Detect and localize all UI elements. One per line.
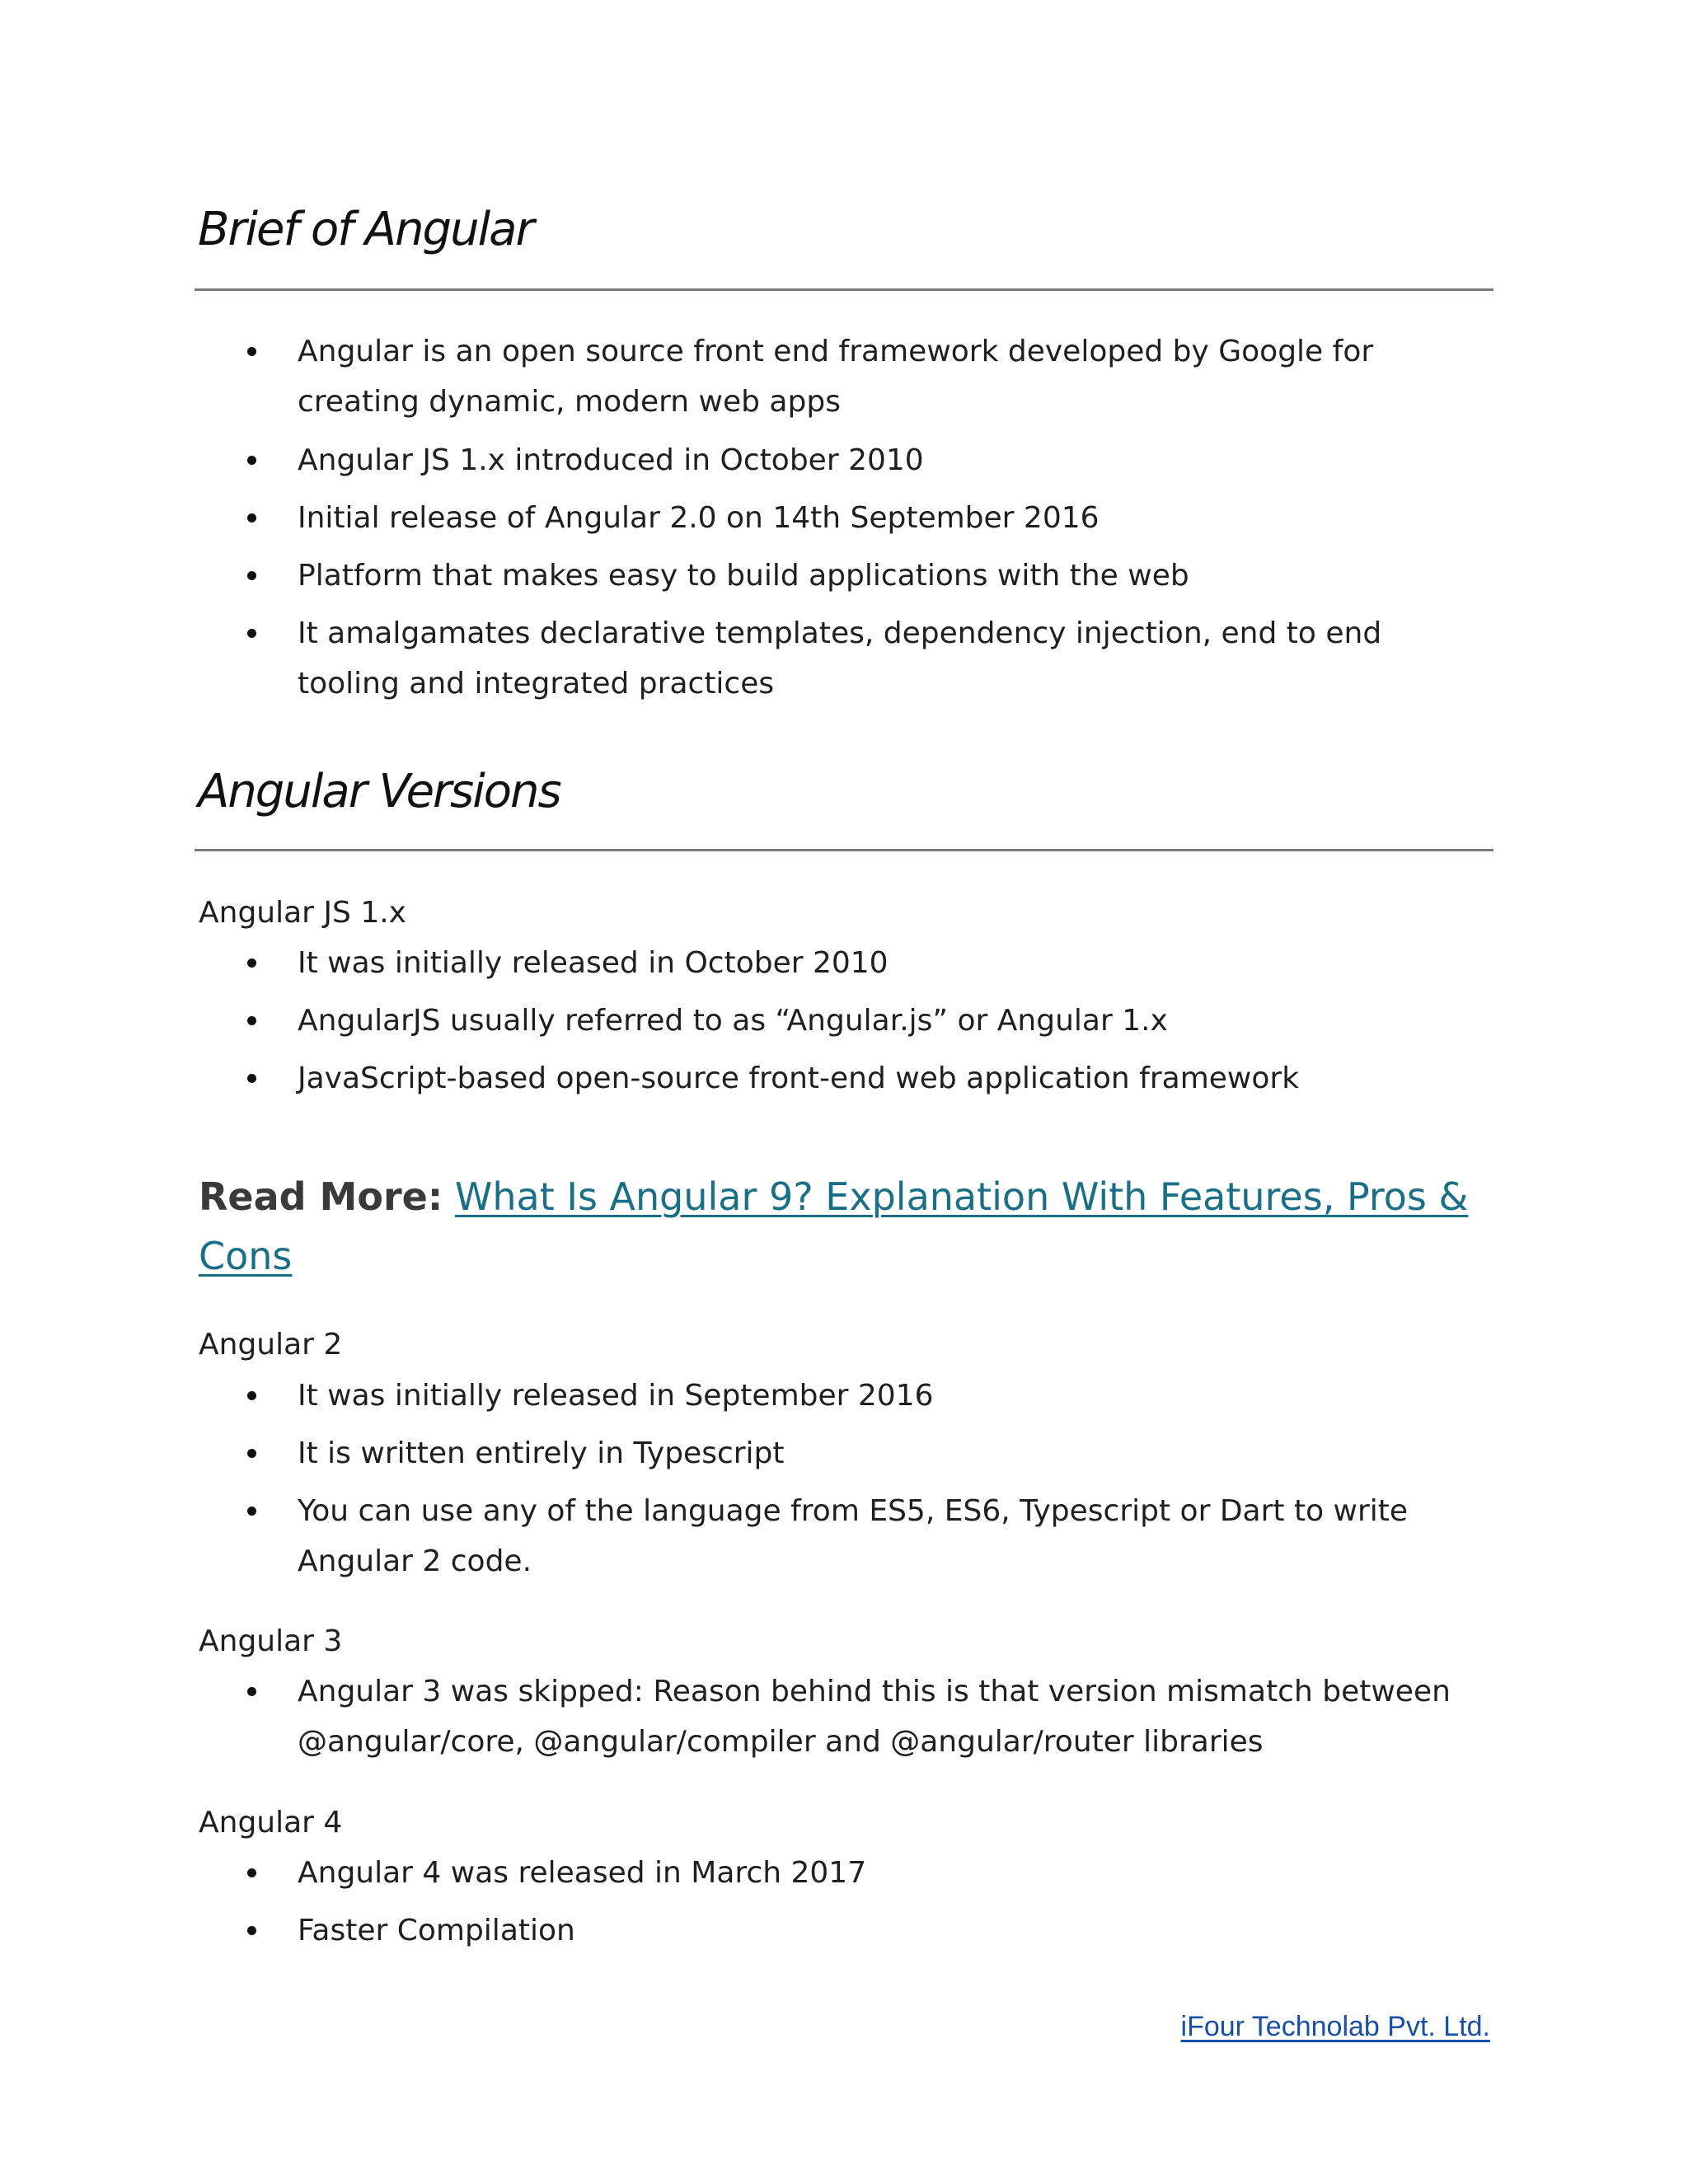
list-item: Initial release of Angular 2.0 on 14th September 2016	[0, 493, 1484, 543]
heading-rule	[195, 288, 1493, 291]
read-more-label: Read More:	[199, 1174, 443, 1219]
list-item: It is written entirely in Typescript	[0, 1428, 1484, 1479]
list-item: It was initially released in September 2016	[0, 1371, 1484, 1421]
subhead-angular-2: Angular 2	[199, 1328, 343, 1361]
angular2-bullet-list	[0, 1371, 1484, 1586]
subhead-angular-3: Angular 3	[199, 1624, 343, 1658]
heading-brief-of-angular: Brief of Angular	[198, 203, 533, 256]
bullet-icon	[247, 1391, 256, 1400]
bullet-icon	[247, 1074, 256, 1083]
list-item: Angular 3 was skipped: Reason behind this is that version mismatch between @angular/core, @angular/compiler and @angular/router libraries	[0, 1666, 1484, 1767]
list-item: Angular 4 was released in March 2017	[0, 1848, 1484, 1898]
heading-rule	[195, 849, 1493, 851]
list-item: Angular is an open source front end framework developed by Google for creating dynamic, modern web apps	[0, 326, 1484, 427]
subhead-angular-4: Angular 4	[199, 1806, 343, 1840]
list-item: You can use any of the language from ES5, ES6, Typescript or Dart to write Angular 2 code.	[0, 1486, 1484, 1586]
angular4-bullet-list	[0, 1848, 1484, 1956]
bullet-icon	[247, 1507, 256, 1516]
bullet-icon	[247, 571, 256, 580]
footer-company-link[interactable]: iFour Technolab Pvt. Ltd.	[1180, 2011, 1490, 2042]
bullet-icon	[247, 1926, 256, 1935]
brief-bullet-list	[0, 326, 1484, 709]
list-item: Angular JS 1.x introduced in October 2010	[0, 435, 1484, 485]
bullet-icon	[247, 456, 256, 465]
bullet-icon	[247, 513, 256, 523]
list-item: Faster Compilation	[0, 1905, 1484, 1956]
subhead-angularjs: Angular JS 1.x	[199, 896, 406, 930]
bullet-icon	[247, 347, 256, 356]
bullet-icon	[247, 958, 256, 968]
bullet-icon	[247, 1868, 256, 1877]
read-more-link[interactable]: What Is Angular 9? Explanation With Features, Pros & Cons	[199, 1174, 1469, 1278]
bullet-icon	[247, 1449, 256, 1458]
list-item: JavaScript-based open-source front-end web application framework	[0, 1053, 1484, 1104]
list-item: It was initially released in October 2010	[0, 938, 1484, 988]
list-item: AngularJS usually referred to as “Angular.js” or Angular 1.x	[0, 996, 1484, 1046]
bullet-icon	[247, 1016, 256, 1025]
list-item: It amalgamates declarative templates, dependency injection, end to end tooling and integrated practices	[0, 608, 1484, 709]
list-item: Platform that makes easy to build applications with the web	[0, 551, 1484, 601]
heading-angular-versions: Angular Versions	[198, 765, 560, 818]
read-more	[199, 1167, 1484, 1286]
angular3-bullet-list	[0, 1666, 1484, 1767]
bullet-icon	[247, 629, 256, 638]
angularjs-bullet-list	[0, 938, 1484, 1104]
bullet-icon	[247, 1687, 256, 1696]
